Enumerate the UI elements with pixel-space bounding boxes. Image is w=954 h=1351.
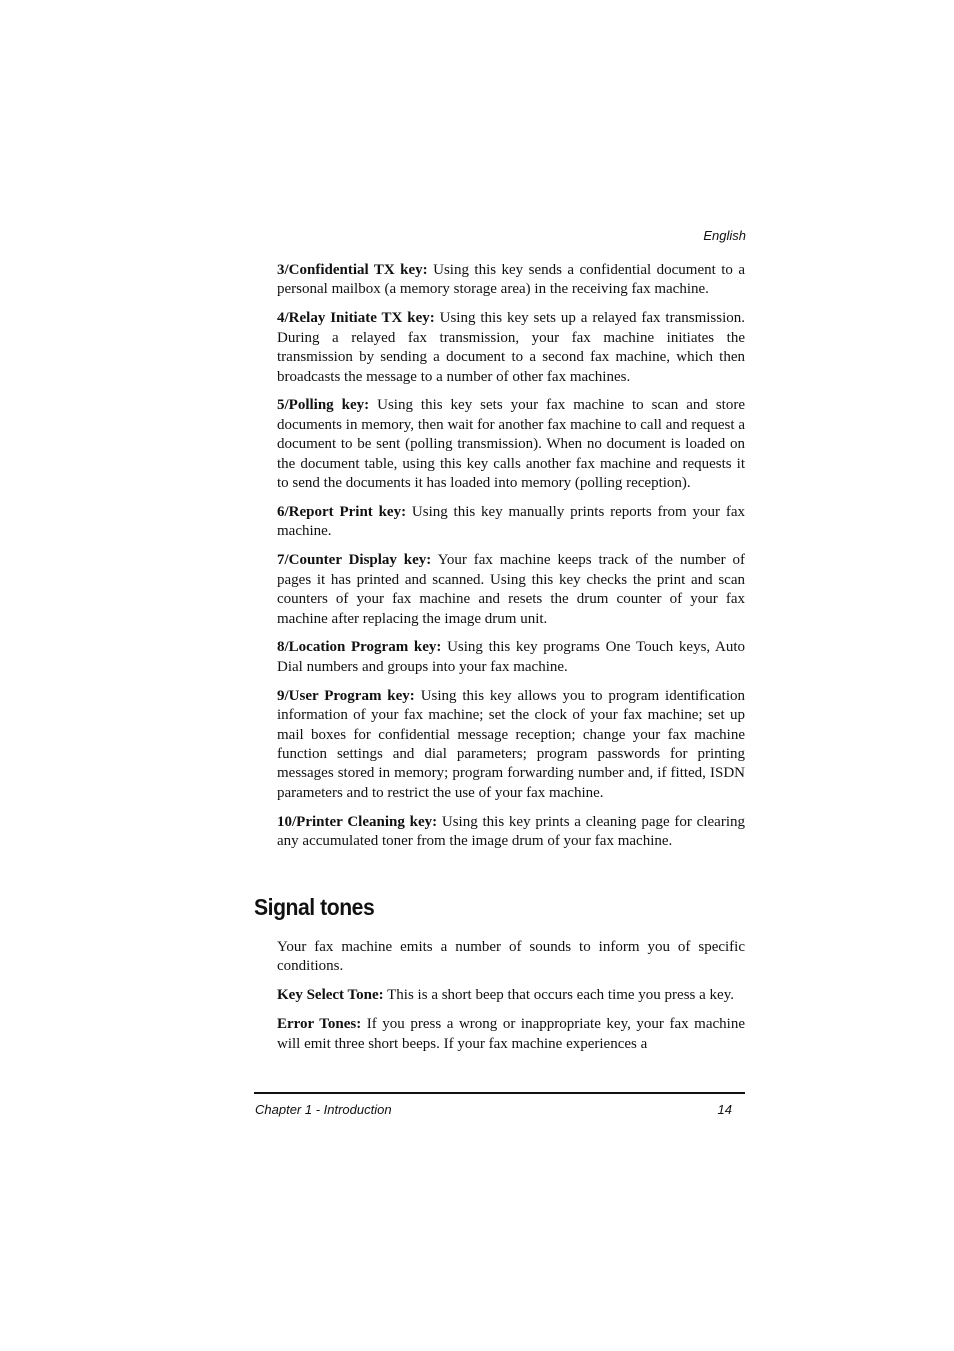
section-heading-signal-tones: Signal tones — [254, 894, 375, 920]
key-description-relay-initiate-tx — [277, 309, 745, 387]
key-text: Using this key prints a cleaning page for clearing any accumulated toner from the image drum of your fax machine. — [277, 813, 745, 850]
key-term: 7/Counter Display key: — [277, 552, 432, 569]
tone-term: Error Tones: — [277, 1016, 362, 1033]
key-text: Using this key programs One Touch keys, Auto Dial numbers and groups into your fax machine. — [277, 639, 745, 675]
tone-text: This is a short beep that occurs each time you press a key. — [387, 987, 734, 1004]
key-description-user-program — [277, 687, 745, 803]
key-text: Using this key sets your fax machine to scan and store documents in memory, then wait for another fax machine to call and request a document to be sent (polling transmission). When no document is loaded on the document table, using this key calls another fax machine and requests it to send the documents it has loaded into memory (polling reception). — [277, 397, 746, 492]
key-text: Using this key manually prints reports from your fax machine. — [277, 503, 745, 540]
key-description-printer-cleaning — [277, 813, 745, 852]
key-descriptions — [277, 261, 745, 861]
signal-tones-intro: Your fax machine emits a number of sounds to inform you of specific conditions. — [277, 939, 745, 975]
tone-term: Key Select Tone: — [277, 987, 384, 1004]
key-text: Using this key sends a confidential document to a personal mailbox (a memory storage area) in the receiving fax machine. — [277, 262, 745, 298]
key-text: Using this key sets up a relayed fax transmission. During a relayed fax transmission, your fax machine initiates the transmission by sending a document to a second fax machine, which then broadcasts the message to a number of other fax machines. — [277, 310, 745, 385]
footer-chapter-title: Chapter 1 - Introduction — [255, 1102, 392, 1117]
key-description-report-print — [277, 503, 745, 542]
running-header-language: English — [703, 228, 746, 243]
footer-page-number: 14 — [717, 1102, 732, 1117]
tone-text: If you press a wrong or inappropriate key, your fax machine will emit three short beeps. If your fax machine experiences a — [277, 1016, 745, 1052]
key-term: 4/Relay Initiate TX key: — [277, 310, 435, 327]
key-description-confidential-tx — [277, 261, 745, 300]
key-term: 10/Printer Cleaning key: — [277, 813, 438, 830]
footer-divider — [254, 1092, 745, 1094]
key-text: Your fax machine keeps track of the number of pages it has printed and scanned. Using this key checks the print and scan counters of your fax machine and resets the drum counter of your fax machine after replacing the image drum unit. — [277, 552, 745, 627]
key-description-location-program — [277, 638, 745, 677]
key-description-polling — [277, 396, 745, 493]
key-term: 9/User Program key: — [277, 687, 415, 704]
key-term: 8/Location Program key: — [277, 639, 442, 656]
key-term: 3/Confidential TX key: — [277, 262, 428, 278]
signal-tones-section — [277, 938, 745, 1064]
key-term: 6/Report Print key: — [277, 503, 407, 520]
key-term: 5/Polling key: — [277, 397, 370, 414]
signal-tone-key-select — [277, 986, 745, 1005]
signal-tone-error — [277, 1015, 745, 1054]
key-text: Using this key allows you to program identification information of your fax machine; set the clock of your fax machine; set up mail boxes for confidential message reception; change your fax machine function settings and dial parameters; program passwords for printing messages stored in memory; program forwarding number and, if fitted, ISDN parameters and to restrict the use of your fax machine. — [277, 687, 746, 801]
key-description-counter-display — [277, 551, 745, 629]
